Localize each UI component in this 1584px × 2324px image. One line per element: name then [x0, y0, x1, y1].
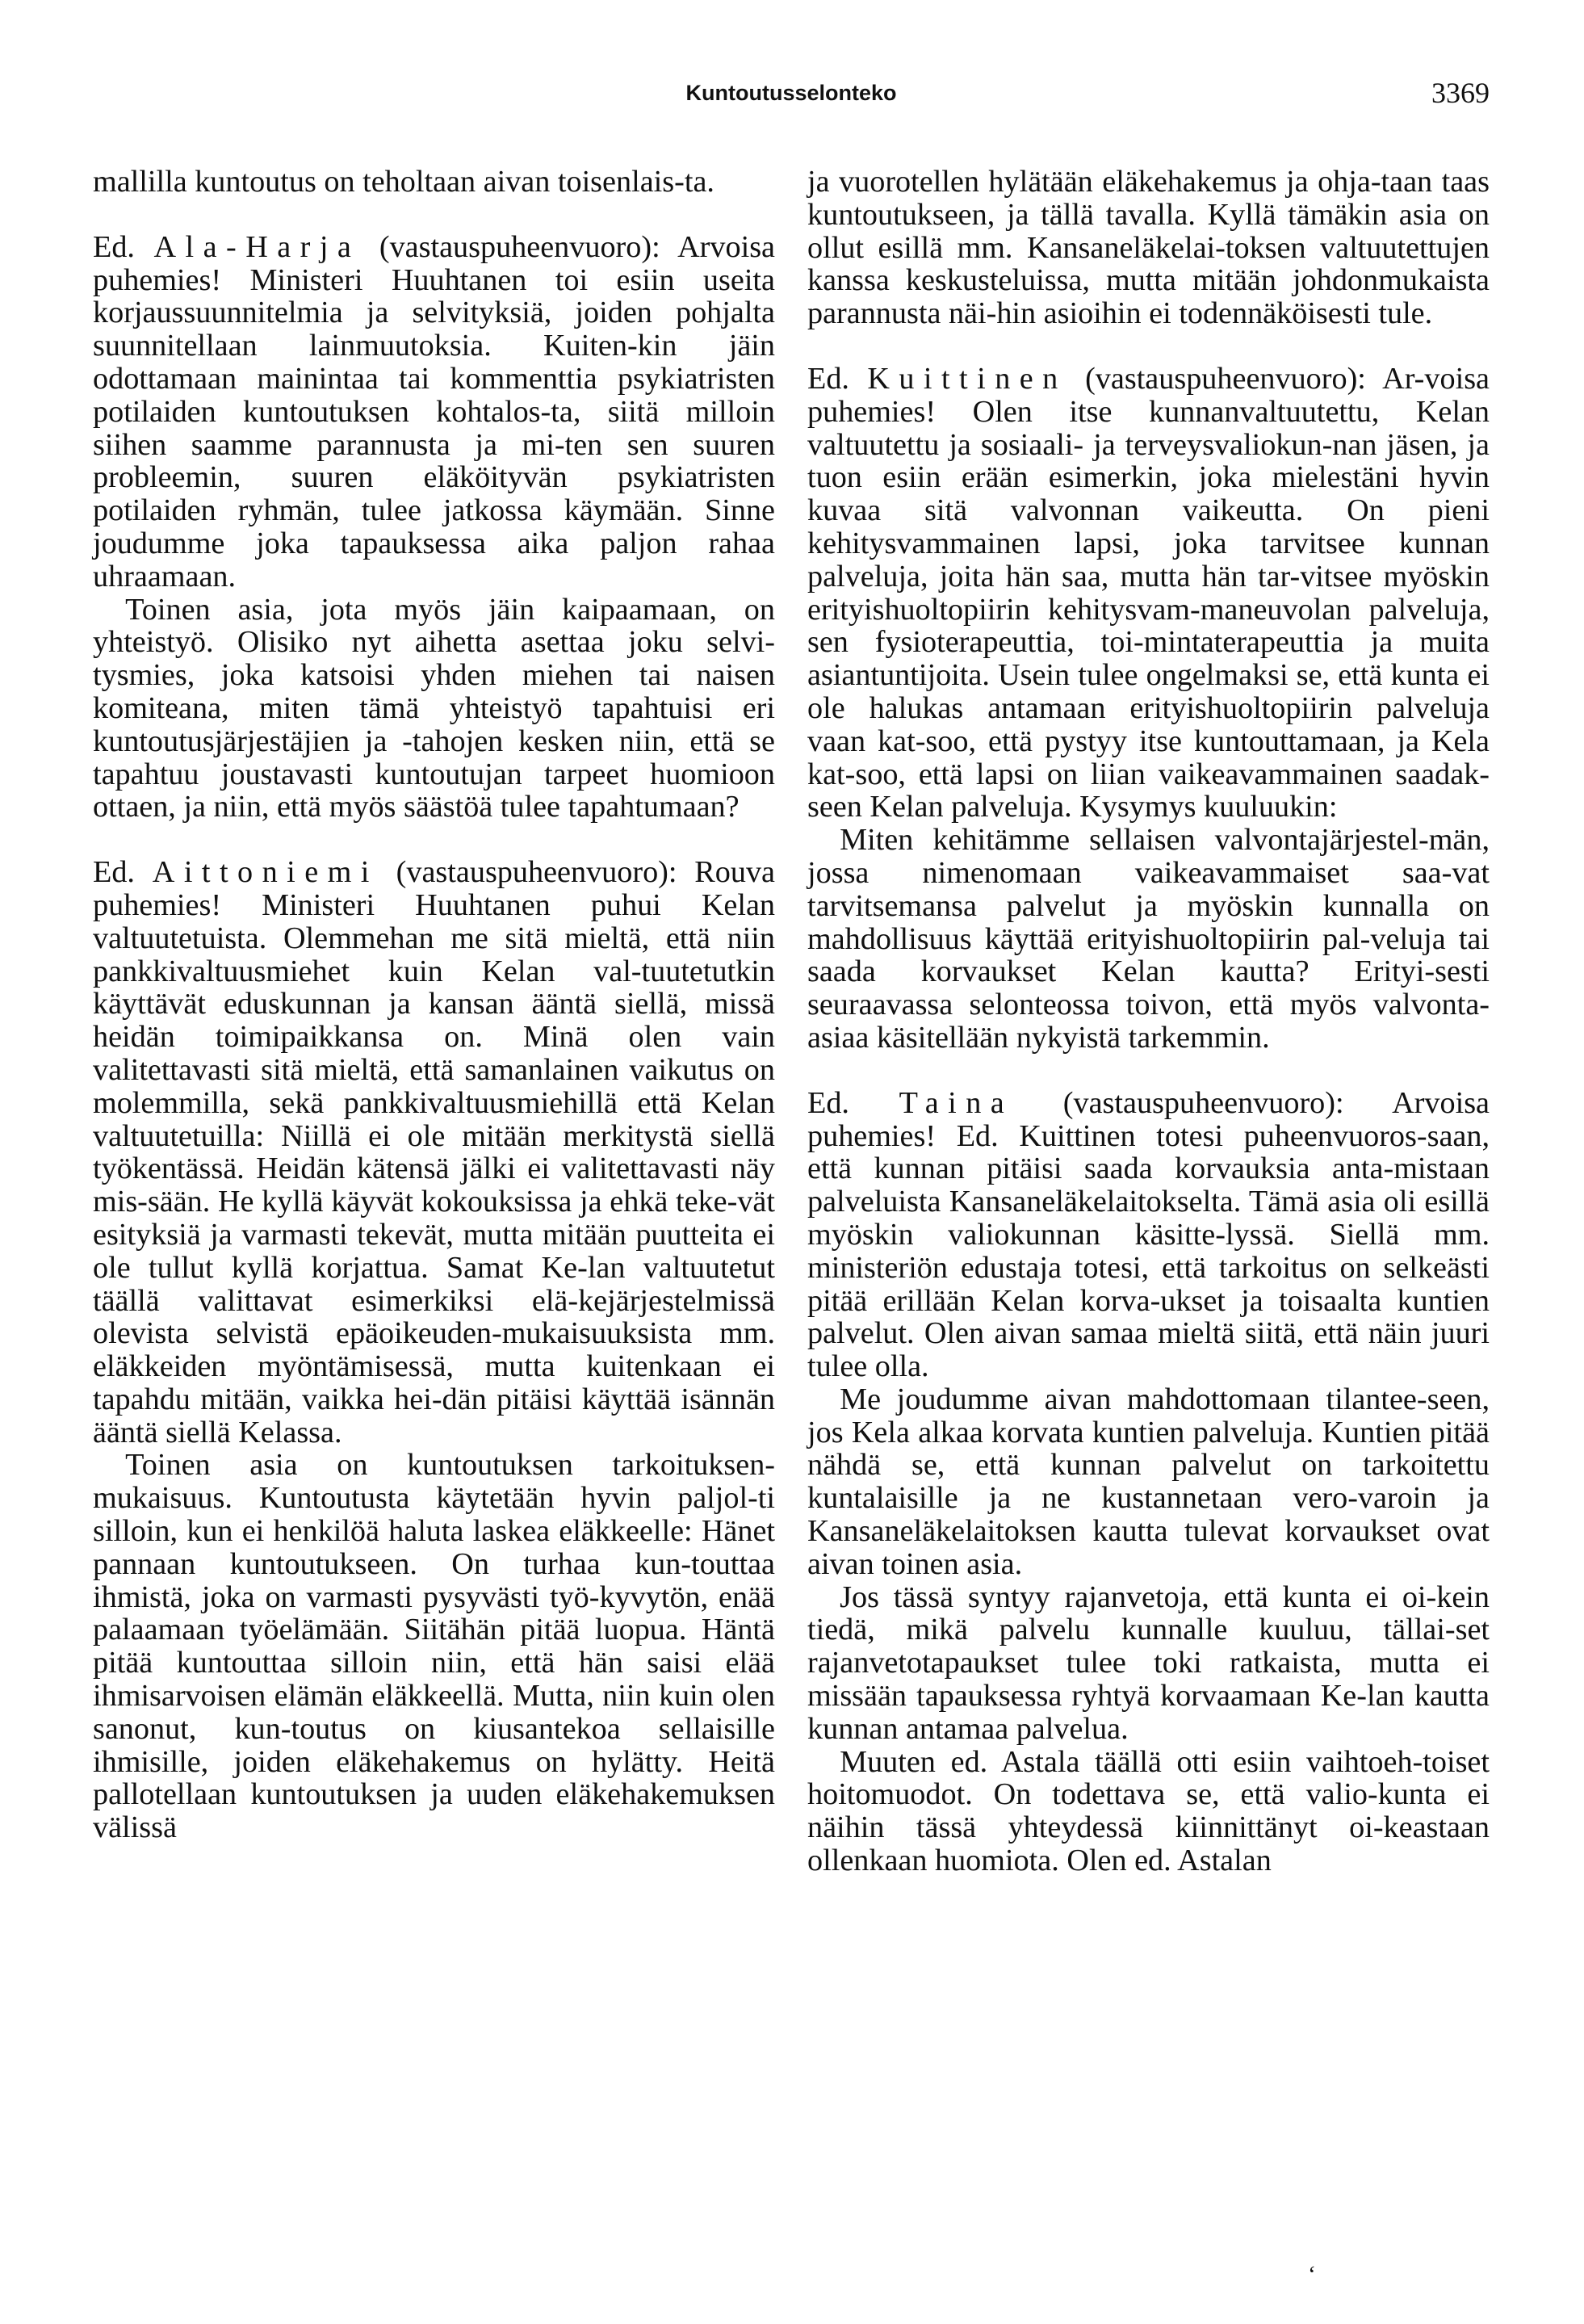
paragraph: Muuten ed. Astala täällä otti esiin vaihtoeh-toiset hoitomuodot. On todettava se, että valio-kunta ei näihin tässä yhteydessä kiinnittänyt oi-keastaan ollenkaan huomiota. Olen ed. Astalan [807, 1744, 1490, 1878]
right-column [807, 166, 1490, 1877]
speech-text: (vastauspuheenvuoro): Rouva puhemies! Ministeri Huuhtanen puhui Kelan valtuutetuista. Olemmehan me sitä mieltä, että niin pankkivaltuusmiehet kuin Kelan val-tuutetutkin käyttävät eduskunnan ja kansan ääntä siellä, missä heidän toimipaikkansa on. Minä olen vain valitettavasti sitä mieltä, että samanlainen vaikutus on molemmilla, sekä pankkivaltuusmiehillä että Kelan valtuutetuilla: Niillä ei ole mitään merkitystä siellä työkentässä. Heidän kätensä jälki ei valitettavasti näy mis-sään. He kyllä käyvät kokouksissa ja ehkä teke-vät esityksiä ja varmasti tekevät, mutta mitään puutteita ei ole tullut kyllä korjattua. Samat Ke-lan valtuutetut täällä valittavat esimerkiksi elä-kejärjestelmissä olevista selvistä epäoikeuden-mukaisuuksista mm. eläkkeiden myöntämisessä, mutta kuitenkaan ei tapahdu mitään, vaikka hei-dän pitäisi käyttää isännän ääntä siellä Kelassa. [93, 855, 776, 1449]
paragraph: Toinen asia on kuntoutuksen tarkoituksen-mukaisuus. Kuntoutusta käytetään hyvin paljol-ti silloin, kun ei henkilöä haluta laskea eläkkeelle: Hänet pannaan kuntoutukseen. On turhaa kun-touttaa ihmistä, joka on varmasti pysyvästi työ-kyvytön, enää palaamaan työelämään. Siitähän pitää luopua. Häntä pitää kuntouttaa silloin niin, että hän saisi elää ihmisarvoisen elämän eläkkeellä. Mutta, niin kuin olen sanonut, kun-toutus on kiusantekoa sellaisille ihmisille, joiden eläkehakemus on hylätty. Heitä pallotellaan kuntoutuksen ja uuden eläkehakemuksen välissä [93, 1448, 775, 1845]
running-title: Kuntoutusselonteko [685, 81, 897, 105]
speech-text: (vastauspuheenvuoro): Arvoisa puhemies! Ed. Kuittinen totesi puheenvuoros-saan, että kunnan pitäisi saada korvauksia anta-mistaan palveluista Kansaneläkelaitokselta. Tämä asia oli esillä myöskin valiokunnan käsitte-lyssä. Siellä mm. ministeriön edustaja totesi, että tarkoitus on selkeästi pitää erillään Kelan korva-ukset ja toisaalta kuntien palvelut. Olen aivan samaa mieltä siitä, että näin juuri tulee olla. [807, 1085, 1490, 1384]
left-column [93, 166, 775, 1844]
speaker-prefix: Ed. [807, 361, 868, 396]
footer-mark: ‘ [1308, 2261, 1316, 2288]
speech-aittoniemi [93, 856, 775, 1449]
speaker-name: Ala-Harja [153, 229, 361, 264]
speaker-prefix: Ed. [93, 855, 153, 890]
paragraph: mallilla kuntoutus on teholtaan aivan toisenlais-ta. [93, 165, 714, 199]
paragraph: ja vuorotellen hylätään eläkehakemus ja ohja-taan taas kuntoutukseen, ja tällä tavalla. Kyllä tämäkin asia on ollut esillä mm. Kansaneläkelai-toksen valtuutettujen kanssa keskusteluissa, mutta mitään johdonmukaista parannusta näi-hin asioihin ei todennäköisesti tule. [807, 165, 1490, 331]
speech-ala-harja [93, 231, 775, 594]
page-number: 3369 [1431, 77, 1490, 109]
speech-taina [807, 1087, 1490, 1383]
page-header [93, 74, 1490, 123]
paragraph: Jos tässä syntyy rajanvetoja, että kunta ei oi-kein tiedä, mikä palvelu kunnalle kuuluu, tällai-set rajanvetotapaukset tulee toki ratkaista, mutta ei missään tapauksessa ryhtyä korvaamaan Ke-lan kautta kunnan antamaa palvelua. [807, 1579, 1490, 1746]
speaker-name: Aittoniemi [152, 855, 379, 890]
paragraph: Me joudumme aivan mahdottomaan tilantee-seen, jos Kela alkaa korvata kuntien palveluja. Kuntien pitää nähdä se, että kunnan palvelut on tarkoitettu kuntalaisille ja ne kustannetaan vero-varoin ja Kansaneläkelaitoksen kautta tulevat korvaukset ovat aivan toinen asia. [807, 1382, 1490, 1581]
speaker-prefix: Ed. [807, 1085, 899, 1120]
paragraph: Miten kehitämme sellaisen valvontajärjestel-män, jossa nimenomaan vaikeavammaiset saa-vat tarvitsemansa palvelut ja myöskin kunnalla on mahdollisuus käyttää erityishuoltopiirin pal-veluja tai saada korvaukset Kelan kautta? Erityi-sesti seuraavassa selonteossa toivon, että myös valvonta-asiaa käsitellään nykyistä tarkemmin. [807, 823, 1490, 1055]
speech-text: (vastauspuheenvuoro): Ar-voisa puhemies! Olen itse kunnanvaltuutettu, Kelan valtuutettu ja sosiaali- ja terveysvaliokun-nan jäsen, ja tuon esiin erään esimerkin, joka mielestäni hyvin kuvaa sitä valvonnan vaikeutta. On pieni kehitysvammainen lapsi, joka tarvitsee kunnan palveluja, joita hän saa, mutta hän tar-vitsee myöskin erityishuoltopiirin kehitysvam-maneuvolan palveluja, sen fysioterapeuttia, toi-mintaterapeuttia ja muita asiantuntijoita. Usein tulee ongelmaksi se, että kunta ei ole halukas antamaan erityishuoltopiirin palveluja vaan kat-soo, että pystyy itse kuntouttamaan, ja Kela kat-soo, että lapsi on liian vaikeavammainen saadak-seen Kelan palveluja. Kysymys kuuluukin: [807, 361, 1490, 824]
speech-kuittinen [807, 363, 1490, 824]
speaker-name: Kuittinen [867, 361, 1067, 396]
speech-text: (vastauspuheenvuoro): Arvoisa puhemies! Ministeri Huuhtanen toi esiin useita korjaussuunnitelmia ja selvityksiä, joiden pohjalta suunnitellaan lainmuutoksia. Kuiten-kin jäin odottamaan mainintaa tai kommenttia psykiatristen potilaiden kuntoutuksen kohtalos-ta, siitä milloin siihen saamme parannusta ja mi-ten sen suuren probleemin, suuren eläköityvän psykiatristen potilaiden ryhmän, tulee jatkossa käymään. Sinne joudumme joka tapauksessa aika paljon rahaa uhraamaan. [93, 229, 776, 594]
speaker-name: Taina [899, 1085, 1014, 1120]
speaker-prefix: Ed. [93, 229, 154, 264]
paragraph: Toinen asia, jota myös jäin kaipaamaan, on yhteistyö. Olisiko nyt aihetta asettaa joku selvi-tysmies, joka katsoisi yhden miehen tai naisen komiteana, miten tämä yhteistyö tapahtuisi eri kuntoutusjärjestäjien ja -tahojen kesken niin, että se tapahtuu joustavasti kuntoutujan tarpeet huomioon ottaen, ja niin, että myös säästöä tulee tapahtumaan? [93, 592, 775, 824]
